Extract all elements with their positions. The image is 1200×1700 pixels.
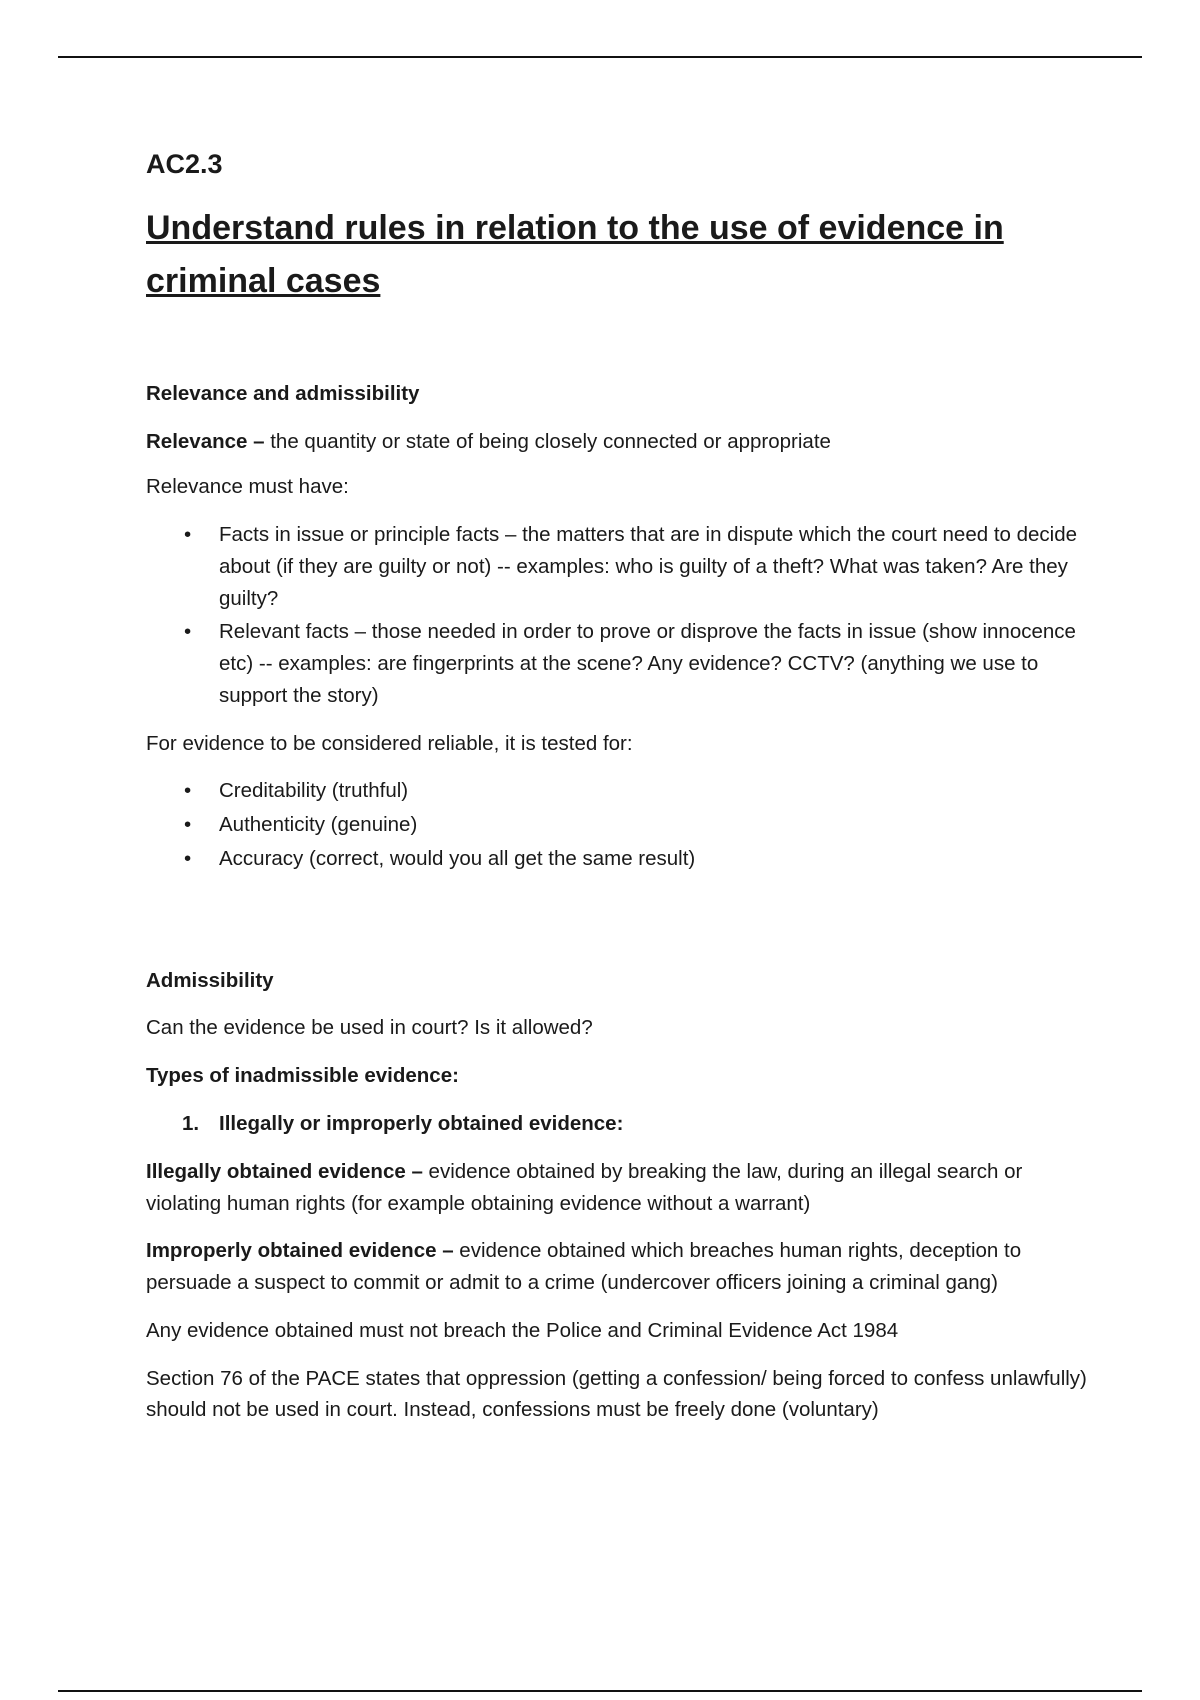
bullet-icon: • [184, 813, 192, 837]
relevance-term: Relevance – [146, 429, 265, 453]
improper-evidence-term: Improperly obtained evidence – [146, 1239, 454, 1263]
facts-list [146, 519, 1096, 712]
illegal-evidence-text: evidence obtained by breaking the law, during an illegal search or violating human rights (for example obtaining evidence without a warrant) [146, 1159, 1023, 1215]
bullet-icon: • [184, 846, 192, 870]
numbered-item [146, 1108, 1096, 1140]
pace-note: Any evidence obtained must not breach the Police and Criminal Evidence Act 1984 [146, 1318, 899, 1342]
list-item [146, 809, 1096, 841]
relevance-definition [146, 426, 1096, 458]
reliability-tests-list [146, 775, 1096, 874]
list-item [146, 843, 1096, 875]
inadmissible-types-list [146, 1108, 1096, 1140]
illegal-evidence-definition [146, 1156, 1096, 1220]
numbered-item-text: Illegally or improperly obtained evidence: [219, 1112, 624, 1136]
reliability-intro: For evidence to be considered reliable, it is tested for: [146, 731, 633, 755]
bullet-icon: • [184, 620, 192, 644]
list-item-text: Creditability (truthful) [219, 779, 409, 803]
item-number: 1. [182, 1112, 200, 1136]
improper-evidence-definition [146, 1235, 1096, 1299]
section-heading-admissibility: Admissibility [146, 968, 274, 992]
section76-note: Section 76 of the PACE states that oppression (getting a confession/ being forced to confess unlawfully) should not be used in court. Instead, confessions must be freely done (voluntary) [146, 1366, 1087, 1422]
list-item-text: Accuracy (correct, would you all get the same result) [219, 846, 696, 870]
list-item [146, 519, 1096, 614]
list-item-text: Facts in issue or principle facts – the matters that are in dispute which the court need to decide about (if they are guilty or not) -- examples: who is guilty of a theft? What was taken? Are they guilty? [219, 523, 1078, 610]
top-rule [58, 56, 1142, 58]
bullet-icon: • [184, 523, 192, 547]
list-item [146, 616, 1096, 711]
list-item-text: Authenticity (genuine) [219, 813, 418, 837]
admissibility-question: Can the evidence be used in court? Is it allowed? [146, 1016, 593, 1040]
list-item [146, 775, 1096, 807]
bottom-rule [58, 1690, 1142, 1692]
types-heading: Types of inadmissible evidence: [146, 1064, 459, 1088]
relevance-must-have: Relevance must have: [146, 475, 349, 499]
section-heading-relevance: Relevance and admissibility [146, 381, 420, 405]
page-title: Understand rules in relation to the use of evidence in criminal cases [146, 209, 1004, 301]
document-body [146, 148, 1096, 1426]
illegal-evidence-term: Illegally obtained evidence – [146, 1159, 423, 1183]
relevance-definition-text: the quantity or state of being closely connected or appropriate [264, 429, 831, 453]
bullet-icon: • [184, 779, 192, 803]
list-item-text: Relevant facts – those needed in order to prove or disprove the facts in issue (show innocence etc) -- examples: are fingerprints at the scene? Any evidence? CCTV? (anything we use to support the story) [219, 620, 1076, 707]
improper-evidence-text: evidence obtained which breaches human rights, deception to persuade a suspect to commit or admit to a crime (undercover officers joining a criminal gang) [146, 1239, 1022, 1295]
unit-code: AC2.3 [146, 149, 223, 179]
